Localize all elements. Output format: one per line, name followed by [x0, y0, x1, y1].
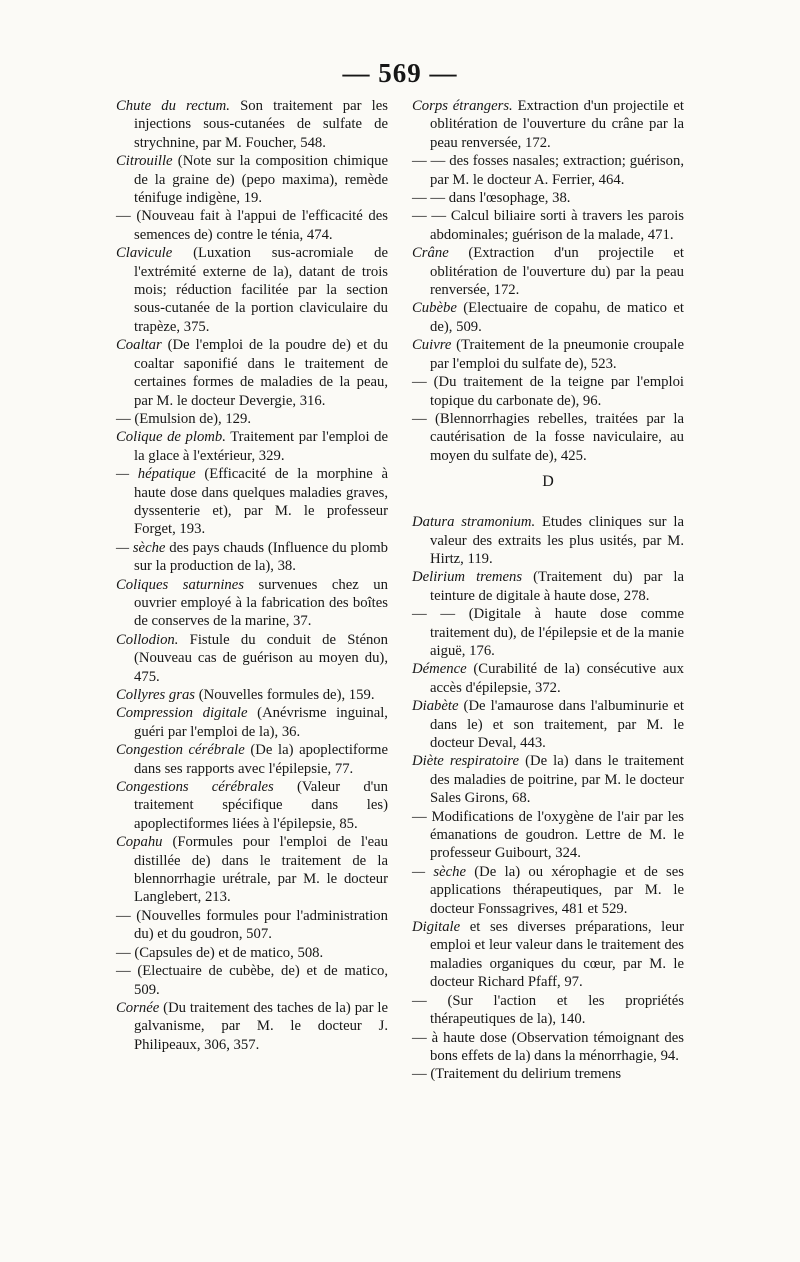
entry-text: — (Capsules de) et de matico, 508.	[116, 944, 324, 961]
index-entry	[116, 631, 388, 686]
entry-heading: Crâne	[412, 245, 449, 262]
entry-text: Extraction d'un projectile et oblitération de l'ouverture du crâne par la peau renversée, 172.	[430, 98, 684, 151]
index-entry	[116, 539, 388, 576]
entry-text: — (Nouveau fait à l'appui de l'efficacité des semences de) contre le ténia, 474.	[116, 208, 388, 243]
entry-text: — (Blennorrhagies rebelles, traitées par la cautérisation de la fosse naviculaire, au moyen du sulfate de), 425.	[412, 410, 684, 464]
index-entry	[116, 686, 388, 704]
index-entry	[116, 410, 388, 428]
left-column	[116, 97, 388, 1054]
entry-heading: Copahu	[116, 834, 163, 851]
right-column-top	[412, 97, 684, 465]
entry-heading: Clavicule	[116, 245, 173, 262]
entry-text: (Traitement de la pneumonie croupale par l'emploi du sulfate de), 523.	[430, 337, 684, 372]
entry-heading: Citrouille	[116, 153, 173, 170]
index-entry	[116, 244, 388, 336]
index-entry	[412, 808, 684, 863]
entry-text: (Electuaire de copahu, de matico et de), 509.	[430, 300, 684, 335]
index-entry	[116, 97, 388, 152]
page-number: — 569 —	[342, 58, 458, 88]
entry-text: des pays chauds (Influence du plomb sur la production de la), 38.	[134, 539, 388, 575]
index-entry	[116, 576, 388, 631]
entry-text: (Curabilité de la) consécutive aux accès d'épilepsie, 372.	[430, 661, 684, 696]
entry-heading: Cornée	[116, 999, 160, 1016]
entry-heading: Coaltar	[116, 337, 162, 354]
entry-text: — — des fosses nasales; extraction; guérison, par M. le docteur A. Ferrier, 464.	[412, 153, 684, 188]
index-entry	[412, 207, 684, 244]
entry-heading: Chute du rectum.	[116, 98, 230, 114]
index-entry	[116, 944, 388, 962]
index-entry	[412, 605, 684, 660]
index-entry	[412, 697, 684, 752]
entry-text: (De la) ou xérophagie et de ses applications thérapeutiques, par M. le docteur Fonssagrives, 481 et 529.	[430, 863, 684, 917]
entry-text: (Nouvelles formules de), 159.	[195, 687, 375, 703]
entry-text: (Traitement du) par la teinture de digitale à haute dose, 278.	[430, 569, 684, 604]
index-entry	[116, 778, 388, 833]
index-entry	[116, 336, 388, 410]
entry-text: (De l'amaurose dans l'albuminurie et dans le) et son traitement, par M. le docteur Deval, 443.	[430, 698, 684, 751]
entry-heading: Diabète	[412, 698, 459, 715]
entry-heading: Colique de plomb.	[116, 429, 226, 446]
entry-text: (Anévrisme inguinal, guéri par l'emploi de la), 36.	[134, 705, 388, 740]
index-entry	[116, 207, 388, 244]
index-entry	[116, 428, 388, 465]
index-entry	[412, 752, 684, 807]
index-entry	[412, 244, 684, 299]
right-column-bottom	[412, 513, 684, 1084]
entry-text: — (Electuaire de cubèbe, de) et de matico, 509.	[116, 963, 388, 998]
index-entry	[412, 152, 684, 189]
entry-text: Son traitement par les injections sous-cutanées de sulfate de strychnine, par M. Foucher, 548.	[134, 98, 388, 151]
entry-heading: Compression digitale	[116, 705, 248, 722]
index-entry	[116, 152, 388, 207]
entry-text: — — dans l'œsophage, 38.	[412, 190, 571, 207]
index-entry	[412, 189, 684, 207]
entry-text: (Valeur d'un traitement spécifique dans les) apoplectiformes liées à l'épilepsie, 85.	[134, 779, 388, 832]
entry-text: Traitement par l'emploi de la glace à l'extérieur, 329.	[134, 429, 388, 464]
index-entry	[116, 999, 388, 1054]
entry-text: (Luxation sus-acromiale de l'extrémité externe de la), datant de trois mois; réduction facilitée par la section sous-cutanée de la portion claviculaire du trapèze, 375.	[134, 245, 388, 335]
entry-text: — — (Digitale à haute dose comme traitement du), de l'épilepsie et de la manie aiguë, 176.	[412, 606, 684, 659]
entry-heading: — sèche	[412, 863, 466, 880]
entry-text: — Modifications de l'oxygène de l'air par les émanations de goudron. Lettre de M. le professeur Guibourt, 324.	[412, 808, 684, 862]
entry-text: — (Sur l'action et les propriétés thérapeutiques de la), 140.	[412, 992, 684, 1028]
entry-text: — (Nouvelles formules pour l'administration du) et du goudron, 507.	[116, 907, 388, 943]
entry-text: — — Calcul biliaire sorti à travers les parois abdominales; guérison de la malade, 471.	[412, 208, 684, 243]
index-entry	[412, 660, 684, 697]
entry-heading: Coliques saturnines	[116, 576, 244, 593]
index-entry	[412, 568, 684, 605]
index-entry	[412, 97, 684, 152]
index-entry	[116, 907, 388, 944]
index-entry	[116, 465, 388, 539]
entry-text: Fistule du conduit de Sténon (Nouveau cas de guérison au moyen du), 475.	[134, 631, 388, 685]
index-entry	[116, 704, 388, 741]
entry-text: (De la) apoplectiforme dans ses rapports avec l'épilepsie, 77.	[134, 742, 388, 777]
entry-text: (Efficacité de la morphine à haute dose dans quelques maladies graves, dyssenterie et), par M. le professeur Forget, 193.	[134, 466, 388, 538]
entry-heading: Congestions cérébrales	[116, 779, 274, 796]
right-column	[412, 97, 684, 1084]
index-entry	[116, 962, 388, 999]
entry-text: (Extraction d'un projectile et oblitération de l'ouverture du) par la peau renversée, 172.	[430, 245, 684, 299]
entry-text: — (Emulsion de), 129.	[116, 410, 252, 427]
index-entry	[412, 410, 684, 465]
index-entry	[412, 336, 684, 373]
entry-heading: — sèche	[116, 539, 166, 556]
entry-heading: Cuivre	[412, 337, 452, 354]
index-entry	[412, 299, 684, 336]
entry-heading: Démence	[412, 661, 467, 678]
index-entry	[412, 863, 684, 918]
entry-heading: Cubèbe	[412, 300, 457, 317]
section-letter-d: D	[542, 473, 554, 491]
entry-text: (De la) dans le traitement des maladies de poitrine, par M. le docteur Sales Girons, 68.	[430, 753, 684, 807]
index-entry	[116, 833, 388, 907]
entry-heading: Collodion.	[116, 631, 179, 648]
index-entry	[412, 1029, 684, 1066]
entry-text: (Formules pour l'emploi de l'eau distillée de) dans le traitement de la blennorrhagie urétrale, par M. le docteur Langlebert, 213.	[134, 834, 388, 906]
index-entry	[116, 741, 388, 778]
entry-text: survenues chez un ouvrier employé à la fabrication des boîtes de conserves de la marine, 37.	[134, 576, 388, 630]
index-entry	[412, 1065, 684, 1083]
index-entry	[412, 992, 684, 1029]
entry-text: (Note sur la composition chimique de la graine de) (pepo maxima), remède ténifuge indigène, 19.	[134, 153, 388, 207]
index-entry	[412, 373, 684, 410]
entry-text: — (Traitement du delirium tremens	[412, 1066, 622, 1083]
entry-heading: Diète respiratoire	[412, 753, 519, 770]
entry-heading: Delirium tremens	[412, 569, 523, 586]
entry-text: — à haute dose (Observation témoignant des bons effets de la) dans la ménorrhagie, 94.	[412, 1029, 684, 1064]
entry-text: (De l'emploi de la poudre de) et du coaltar saponifié dans le traitement de certaines formes de maladies de la peau, par M. le docteur Devergie, 316.	[134, 337, 388, 409]
entry-text: et ses diverses préparations, leur emploi et leur valeur dans le traitement des maladies organiques du cœur, par M. le docteur Richard Pfaff, 97.	[430, 919, 684, 991]
entry-heading: Corps étrangers.	[412, 98, 513, 114]
entry-heading: Collyres gras	[116, 687, 196, 703]
index-entry	[412, 918, 684, 992]
entry-text: — (Du traitement de la teigne par l'emploi topique du carbonate de), 96.	[412, 374, 684, 409]
entry-heading: Digitale	[412, 919, 461, 936]
entry-text: (Du traitement des taches de la) par le galvanisme, par M. le docteur J. Philipeaux, 306, 357.	[134, 999, 388, 1053]
entry-heading: — hépatique	[116, 466, 196, 483]
entry-heading: Congestion cérébrale	[116, 742, 245, 759]
entry-heading: Datura stramonium.	[412, 514, 536, 531]
index-entry	[412, 513, 684, 568]
entry-text: Etudes cliniques sur la valeur des extraits les plus usités, par M. Hirtz, 119.	[430, 514, 684, 567]
